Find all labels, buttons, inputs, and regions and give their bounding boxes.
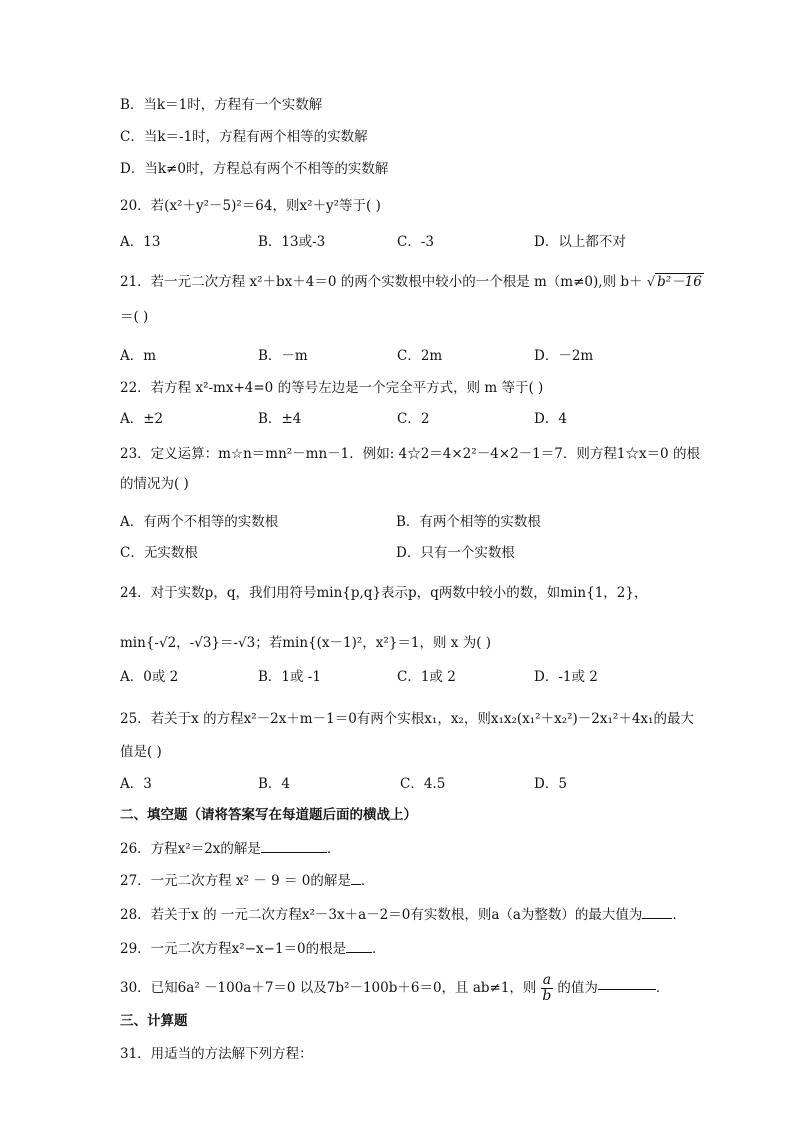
q23-option-a: A．有两个不相等的实数根 xyxy=(120,514,279,530)
q26-answer-blank[interactable] xyxy=(261,839,327,853)
q19-option-b: B．当k＝1时，方程有一个实数解 xyxy=(120,97,323,113)
q22-stem: 22．若方程 x²-mx+4=0 的等号左边是一个完全平方式，则 m 等于( ) xyxy=(120,380,544,396)
q31-stem: 31．用适当的方法解下列方程： xyxy=(120,1046,313,1062)
q29-answer-blank[interactable] xyxy=(346,939,372,953)
q30-fraction xyxy=(541,973,553,1004)
q25-stem: 25．若关于x 的方程x²－2x＋m－1＝0有两个实根x₁，x₂，则x₁x₂(x₁²＋x₂²)－2x₁²＋4x₁的最大 xyxy=(120,711,694,727)
q30 xyxy=(120,972,669,1004)
q20-option-d: D．以上都不对 xyxy=(534,234,626,250)
q21-radicand: b²－16 xyxy=(657,274,702,290)
q29 xyxy=(120,939,386,958)
q25-option-c: C．4.5 xyxy=(400,776,446,792)
q23-option-d: D．只有一个实数根 xyxy=(396,545,515,561)
q21-stem xyxy=(120,273,704,292)
q30-denominator: b xyxy=(542,988,552,1004)
q21-stem-text: 21．若一元二次方程 x²＋bx＋4＝0 的两个实数根中较小的一个根是 m（m≠0),则 b＋ xyxy=(120,274,643,290)
q26-text: 26．方程x²＝2x的解是 xyxy=(120,841,261,857)
section-fill-in-heading: 二、填空题（请将答案写在每道题后面的横战上） xyxy=(120,807,417,823)
q19-option-c: C．当k＝-1时，方程有两个相等的实数解 xyxy=(120,129,368,145)
q22-option-a: A．±2 xyxy=(120,411,164,427)
q25-option-a: A．3 xyxy=(120,776,152,792)
q24-options xyxy=(120,668,680,686)
q25-option-d: D．5 xyxy=(534,776,567,792)
q30-period: ． xyxy=(655,980,670,996)
q27-answer-blank[interactable] xyxy=(351,871,361,885)
q25-options xyxy=(120,775,680,793)
q20-stem: 20．若(x²＋y²－5)²＝64，则x²＋y²等于( ) xyxy=(120,198,381,214)
q28-text: 28．若关于x 的 一元二次方程x²－3x＋a－2＝0有实数根，则a（a为整数）的最大值为 xyxy=(120,907,643,923)
q22-option-d: D．4 xyxy=(534,411,567,427)
q27 xyxy=(120,871,374,890)
q21-options xyxy=(120,347,680,365)
q23-option-b: B．有两个相等的实数根 xyxy=(396,514,541,530)
q24-option-c: C．1或 2 xyxy=(397,669,456,685)
q25-continued: 值是( ) xyxy=(120,744,162,760)
q29-period: ． xyxy=(372,941,386,957)
q28 xyxy=(120,905,686,924)
q27-period: ． xyxy=(360,873,375,889)
q24-option-d: D．-1或 2 xyxy=(534,669,598,685)
q22-option-c: C．2 xyxy=(397,411,430,427)
q26 xyxy=(120,839,340,858)
q23-options-row2 xyxy=(120,544,680,562)
q30-text: 30．已知6a² －100a＋7＝0 以及7b²－100b＋6＝0，且 ab≠1，则 xyxy=(120,980,537,996)
q19-option-d: D．当k≠0时，方程总有两个不相等的实数解 xyxy=(120,161,389,177)
q30-text-2: 的值为 xyxy=(557,980,598,996)
q21-option-b: B．－m xyxy=(258,348,308,364)
q20-option-c: C．-3 xyxy=(397,234,434,250)
q21-continued: ＝( ) xyxy=(120,309,149,325)
q23-stem: 23．定义运算：m☆n＝mn²－mn－1．例如: 4☆2＝4×2²－4×2－1＝7．则方程1☆x＝0 的根 xyxy=(120,446,700,462)
q25-option-b: B．4 xyxy=(258,776,291,792)
q23-options-row1 xyxy=(120,513,680,531)
q28-period: ． xyxy=(672,907,686,923)
q24-continued: min{-√2，-√3}＝-√3；若min{(x－1)²，x²}＝1，则 x 为( ) xyxy=(120,635,492,651)
q30-answer-blank[interactable] xyxy=(598,988,656,990)
q21-option-c: C．2m xyxy=(397,348,443,364)
q24-option-b: B．1或 -1 xyxy=(258,669,321,685)
q20-options xyxy=(120,233,680,251)
q20-option-b: B．13或-3 xyxy=(258,234,326,250)
q23-option-c: C．无实数根 xyxy=(120,545,198,561)
q22-options xyxy=(120,410,680,428)
q28-answer-blank[interactable] xyxy=(642,905,672,919)
q30-numerator: a xyxy=(542,972,552,988)
sqrt-sign: √ xyxy=(646,275,656,290)
q20-option-a: A．13 xyxy=(120,234,161,250)
q26-period: ． xyxy=(326,841,341,857)
section-calculation-heading: 三、计算题 xyxy=(120,1013,188,1029)
q21-option-a: A．m xyxy=(120,348,157,364)
q22-option-b: B．±4 xyxy=(258,411,302,427)
q24-option-a: A．0或 2 xyxy=(120,669,179,685)
q21-option-d: D．－2m xyxy=(534,348,594,364)
q27-text: 27．一元二次方程 x² － 9 ＝ 0的解是 xyxy=(120,873,351,889)
q24-stem: 24．对于实数p，q，我们用符号min{p,q}表示p，q两数中较小的数，如min{1，2}， xyxy=(120,585,648,601)
q29-text: 29．一元二次方程x²−x−1＝0的根是 xyxy=(120,941,347,957)
q23-continued: 的情况为( ) xyxy=(120,476,189,492)
